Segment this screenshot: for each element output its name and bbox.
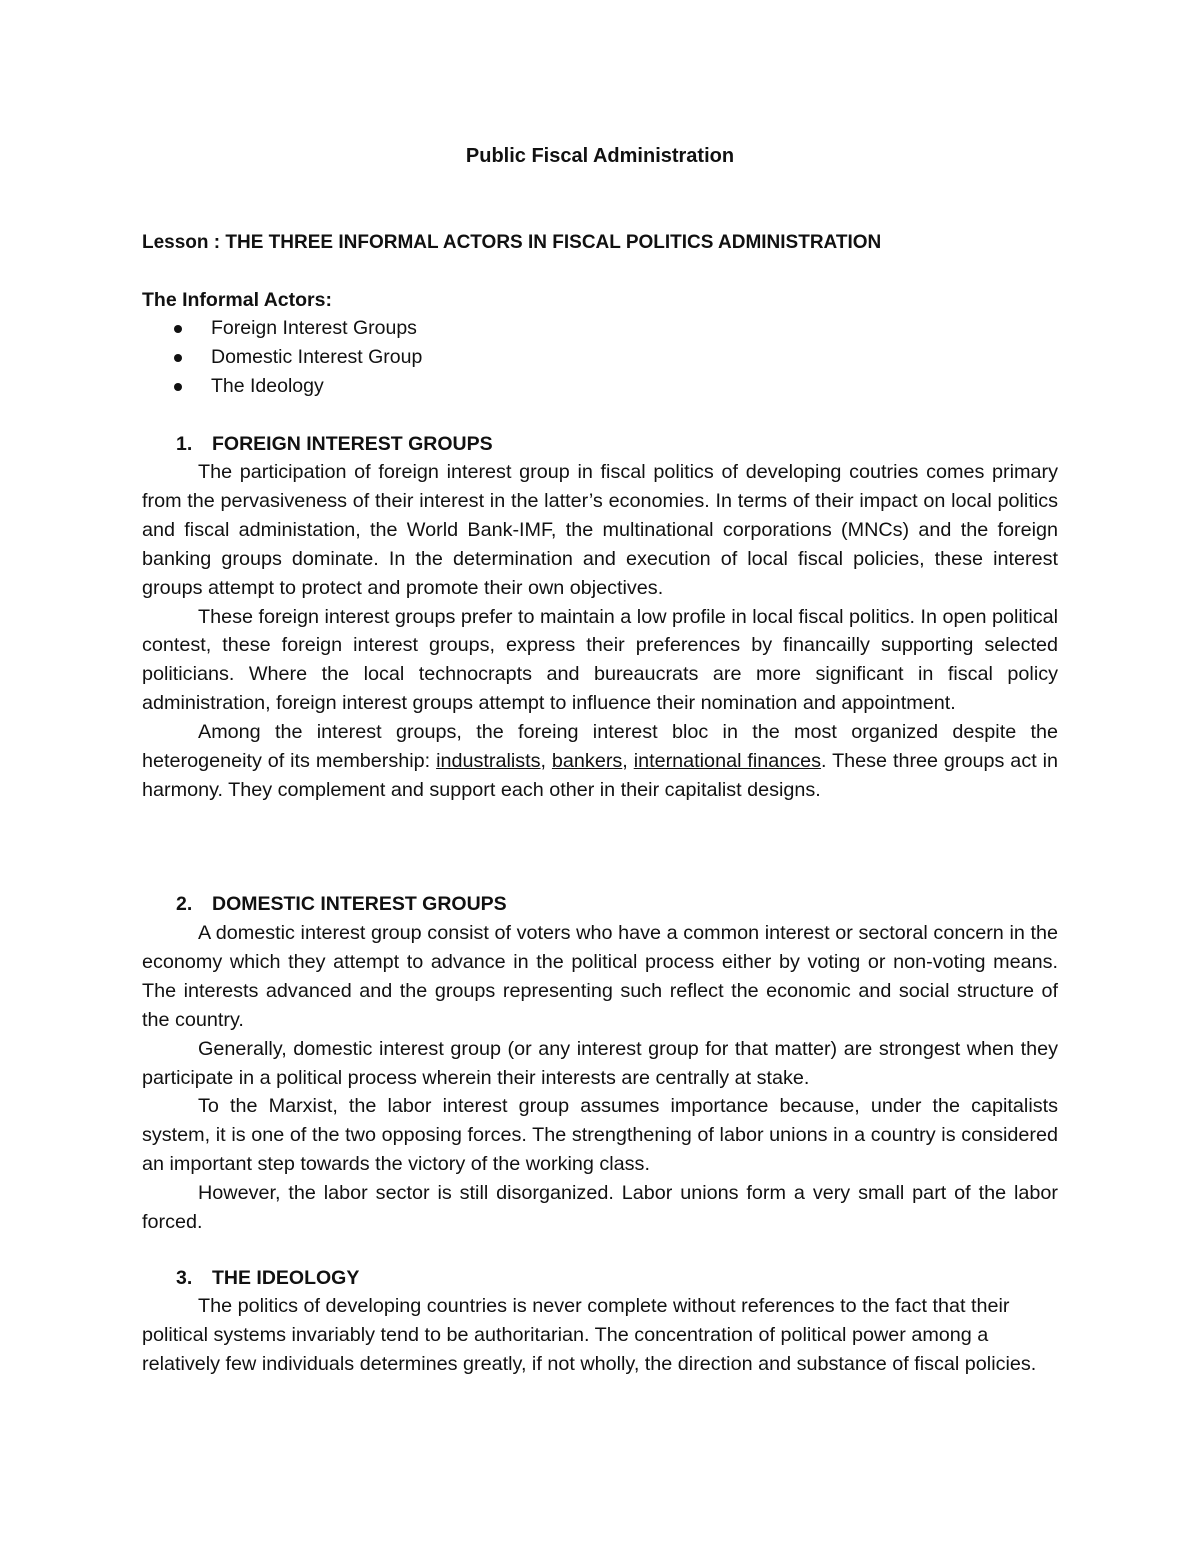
paragraph: The politics of developing countries is never complete without references to the fact that their political systems invariably tend to be authoritarian. The concentration of political power among a relatively few individuals determines greatly, if not wholly, the direction and substance of fiscal policies. [142, 1295, 1037, 1375]
section-number: 2. [176, 893, 193, 915]
informal-actors-heading: The Informal Actors: [142, 289, 332, 311]
bullet-icon [174, 354, 182, 362]
section-body-foreign [142, 458, 1058, 805]
section-title: DOMESTIC INTEREST GROUPS [212, 893, 507, 915]
section-title: FOREIGN INTEREST GROUPS [212, 433, 493, 455]
paragraph: These foreign interest groups prefer to maintain a low profile in local fiscal politics. In open political contest, these foreign interest groups, express their preferences by financailly supporting selected politicians. Where the local technocrapts and bureaucrats are more significant in fiscal policy administration, foreign interest groups attempt to influence their nomination and appointment. [142, 605, 1058, 715]
section-number: 3. [176, 1267, 193, 1289]
section-heading-ideology [176, 1264, 359, 1292]
paragraph-text: Among the interest groups, the foreing interest bloc in the most organized despite the heterogeneity of its membership: [142, 721, 1058, 773]
list-item [142, 343, 422, 372]
paragraph: A domestic interest group consist of voters who have a common interest or sectoral concern in the economy which they attempt to advance in the political process either by voting or non-voting means. The interests advanced and the groups representing such reflect the economic and social structure of the country. [142, 922, 1058, 1031]
list-item [142, 372, 422, 401]
list-item [142, 314, 422, 343]
paragraph-text: , [622, 750, 634, 773]
paragraph: However, the labor sector is still disorganized. Labor unions form a very small part of the labor forced. [142, 1182, 1058, 1234]
section-heading-foreign [176, 430, 493, 458]
underlined-term-industralists: industralists [436, 750, 541, 773]
bullet-icon [174, 383, 182, 391]
underlined-term-international-finances: international finances [633, 750, 822, 773]
lesson-title: Lesson : THE THREE INFORMAL ACTORS IN FISCAL POLITICS ADMINISTRATION [142, 232, 882, 253]
informal-actors-list [142, 314, 422, 401]
paragraph [142, 718, 1058, 805]
section-body-domestic [142, 919, 1058, 1237]
paragraph: Generally, domestic interest group (or any interest group for that matter) are strongest when they participate in a political process wherein their interests are centrally at stake. [142, 1037, 1058, 1089]
paragraph: The participation of foreign interest group in fiscal politics of developing coutries comes primary from the pervasiveness of their interest in the latter’s economies. In terms of their impact on local politics and fiscal administation, the World Bank-IMF, the multinational corporations (MNCs) and the foreign banking groups dominate. In the determination and execution of local fiscal policies, these interest groups attempt to protect and promote their own objectives. [142, 461, 1058, 599]
paragraph: To the Marxist, the labor interest group assumes importance because, under the capitalists system, it is one of the two opposing forces. The strengthening of labor unions in a country is considered an important step towards the victory of the working class. [142, 1095, 1058, 1176]
section-heading-domestic [176, 890, 507, 918]
bullet-icon [174, 325, 182, 333]
paragraph-text: . These three groups act in harmony. They complement and support each other in their capitalist designs. [142, 750, 1058, 801]
section-body-ideology [142, 1292, 1058, 1379]
document-title: Public Fiscal Administration [465, 145, 735, 167]
section-number: 1. [176, 433, 193, 455]
list-item-label: The Ideology [211, 375, 324, 397]
section-title: THE IDEOLOGY [212, 1267, 360, 1289]
list-item-label: Domestic Interest Group [211, 346, 423, 368]
underlined-term-bankers: bankers [551, 750, 623, 773]
list-item-label: Foreign Interest Groups [211, 317, 417, 339]
paragraph-text: , [540, 750, 552, 773]
